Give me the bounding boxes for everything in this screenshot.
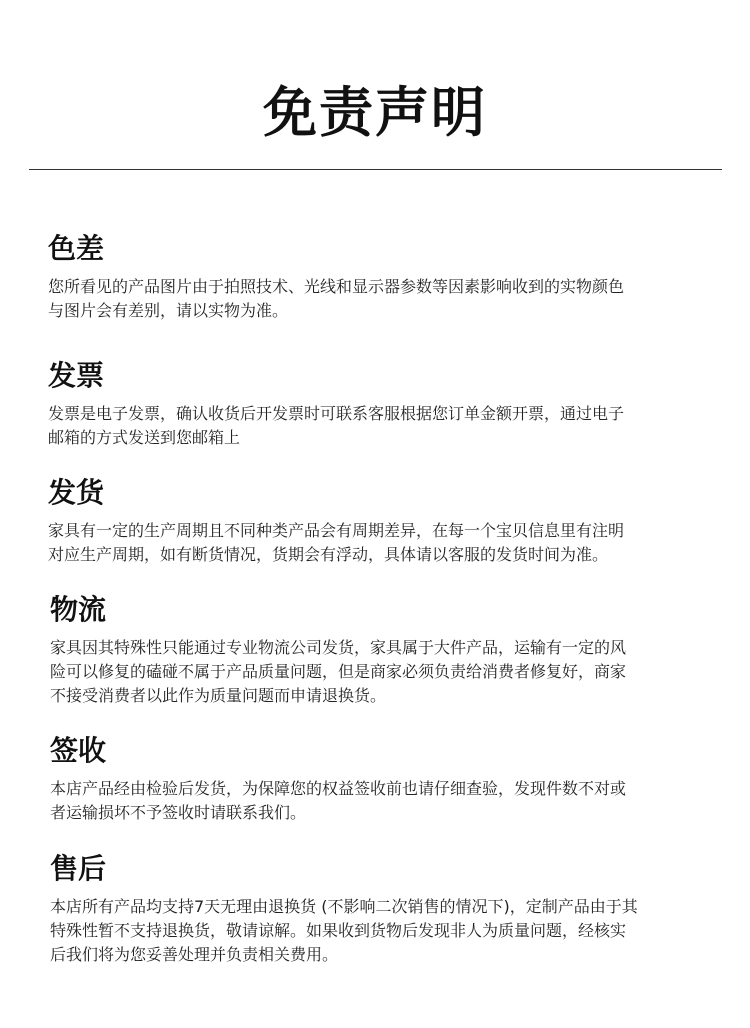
section-body (50, 777, 710, 825)
section-shipping (48, 475, 708, 567)
body-line: 家具有一定的生产周期且不同种类产品会有周期差异，在每一个宝贝信息里有注明 (48, 521, 625, 540)
section-logistics (50, 592, 710, 708)
body-line: 后我们将为您妥善处理并负责相关费用。 (50, 945, 339, 964)
section-invoice (48, 358, 708, 450)
section-heading: 售后 (50, 852, 107, 885)
section-heading: 物流 (50, 593, 107, 626)
body-line: 家具因其特殊性只能通过专业物流公司发货，家具属于大件产品，运输有一定的风 (50, 638, 627, 657)
section-heading: 签收 (50, 734, 107, 767)
body-line: 与图片会有差别，请以实物为准。 (48, 301, 289, 320)
page-title: 免责声明 (263, 81, 487, 144)
title-divider (29, 169, 722, 170)
section-body (50, 895, 710, 967)
section-signing (50, 733, 710, 825)
body-line: 本店所有产品均支持7天无理由退换货 (不影响二次销售的情况下)，定制产品由于其 (50, 897, 638, 916)
section-body (48, 275, 708, 323)
section-heading: 发货 (48, 476, 105, 509)
section-body (50, 636, 710, 708)
body-line: 发票是电子发票，确认收货后开发票时可联系客服根据您订单金额开票，通过电子 (48, 404, 625, 423)
body-line: 对应生产周期，如有断货情况，货期会有浮动，具体请以客服的发货时间为准。 (48, 545, 609, 564)
section-body (48, 519, 708, 567)
body-line: 特殊性暂不支持退换货，敬请谅解。如果收到货物后发现非人为质量问题，经核实 (50, 921, 627, 940)
body-line: 邮箱的方式发送到您邮箱上 (48, 428, 241, 447)
section-color-difference (48, 231, 708, 323)
body-line: 您所看见的产品图片由于拍照技术、光线和显示器参数等因素影响收到的实物颜色 (48, 277, 625, 296)
body-line: 者运输损坏不予签收时请联系我们。 (50, 803, 307, 822)
body-line: 险可以修复的磕碰不属于产品质量问题，但是商家必须负责给消费者修复好，商家 (50, 662, 627, 681)
section-after-sales (50, 851, 710, 967)
body-line: 本店产品经由检验后发货，为保障您的权益签收前也请仔细查验，发现件数不对或 (50, 779, 627, 798)
section-body (48, 402, 708, 450)
body-line: 不接受消费者以此作为质量问题而申请退换货。 (50, 686, 387, 705)
section-heading: 色差 (48, 232, 105, 265)
section-heading: 发票 (48, 359, 105, 392)
